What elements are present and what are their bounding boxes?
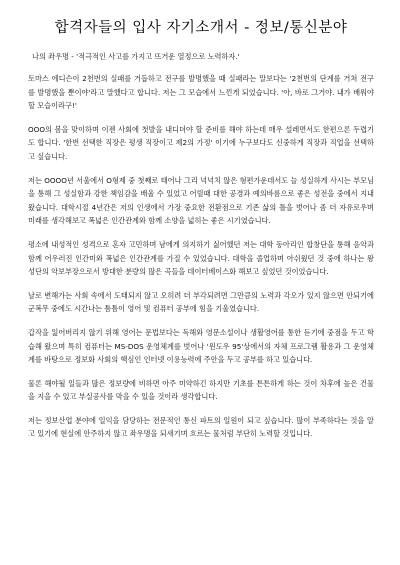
paragraph-edison: 토마스 에디슨이 2천번의 실패를 거듭하고 전구를 발명했을 때 실패라는 말보다는 '2천번의 단계를 거쳐 전구를 발명했을 뿐이야'라고 말했다고 합니다. 저는 그 모습에서 느낀게 되었습니다. '아, 바로 그거야. 내가 배워야 할 모습이라구!' bbox=[28, 74, 374, 111]
document-title: 합격자들의 입사 자기소개서 - 정보/통신분야 bbox=[54, 20, 348, 36]
paragraph-military: 날로 변해가는 사회 속에서 도태되지 않고 오히려 더 부각되려면 그만큼의 노력과 각오가 있지 않으면 안되기에 군복무 중에도 시간나는 틈틈이 영어 및 컴퓨터 공부에 힘을 기울였습니다. bbox=[28, 290, 374, 314]
paragraph-study: 갑작을 잃어버리지 않기 위해 영어는 문법보다는 독해와 영문소설이나 생활영어를 통한 듣기에 중점을 두고 학습해 왔으며 특히 컴퓨터는 MS-DOS 운영체계를 벗어나 '윈도우 95'상에서의 자체 프로그램 활용과 그 운영체계를 바탕으로 정보화 사회의 핵심인 인터넷 이용능력에 주안을 두고 공부를 하고 있습니다. bbox=[28, 327, 374, 365]
paragraph-spring: OOO의 봄을 맞이하며 이젠 사회에 첫발을 내디뎌야 할 준비를 해야 하는데 매우 설레면서도 한편으론 두렵기도 합니다. '한번 선택한 직장은 평생 직장이고 제2의 가정' 이기에 누구보다도 신중하게 직장과 직업을 선택하고 싶습니다. bbox=[28, 124, 374, 161]
motto-line: 나의 좌우명 - '적극적인 사고를 가지고 뜨거운 열정으로 노력하자.' bbox=[32, 52, 240, 61]
paragraph-foundation: 물론 해야될 일들과 많은 정보량에 비하면 아주 미약하긴 하지만 기초를 튼튼하게 하는 것이 차후에 높은 건물을 지을 수 있고 부실공사를 막을 수 있을 것이라 생각합니다. bbox=[28, 378, 374, 402]
paragraph-family: 저는 OOOO년 서울에서 O형제 중 첫째로 태어나 그리 넉넉치 않은 형편가운데서도 늘 성실하게 사시는 부모님을 통해 그 성실함과 강한 책임감을 배울 수 있었고 어릴때 대한 공경과 예의바름으로 좋은 성전을 중에서 지내 왔습니다. 대학시절 4년간은 저의 인생에서 가장 중요한 전환점으로 기존 삶의 틀을 벗어나 좀 더 자유로우며 미래를 생각해보고 폭넓은 인간관계와 함께 소양을 넓히는 좋은 시기였습니다. bbox=[28, 175, 374, 226]
paragraph-choir: 평소에 내성적인 성격으로 혼자 고민하며 남에게 의지하기 싫어했던 저는 대학 동아리인 합창단을 통해 음악과 함께 어우러진 인간미와 폭넓은 인간관계를 가질 수 있었습니다. 대학을 졸업하며 아쉬웠던 것 중에 하나는 왕성단의 악보부장으로서 방대한 분량의 많은 곡들을 데이터베이스화 해보고 싶었던 것이었습니다. bbox=[28, 239, 374, 277]
paragraph-goal: 저는 정보산업 분야에 일익을 담당하는 전문적인 통신 파트의 일원이 되고 싶습니다. 많이 부족하다는 것을 알고 있기에 현실에 안주하지 않고 좌우명을 되새기며 흐르는 물처럼 부단히 노력할 것입니다. bbox=[28, 415, 374, 439]
